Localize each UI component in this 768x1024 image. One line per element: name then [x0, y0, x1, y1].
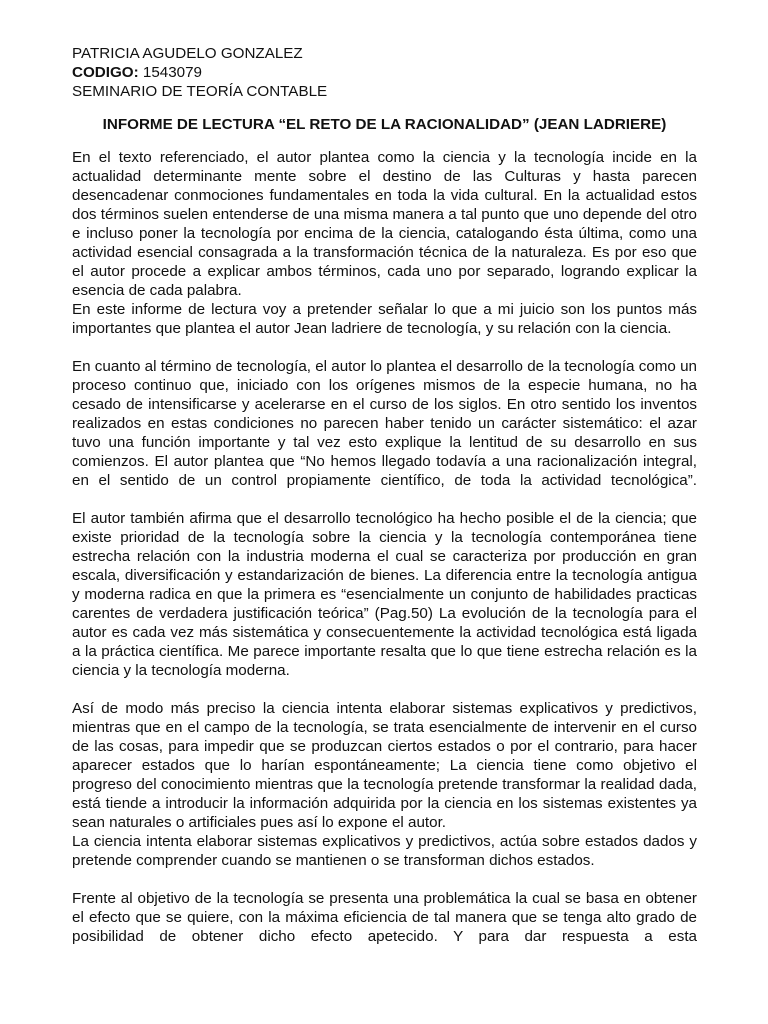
code-value: 1543079 — [138, 64, 203, 81]
paragraph-science: Así de modo más preciso la ciencia intenta elaborar sistemas explicativos y predictivos, mientras que en el campo de la tecnología, se trata esencialmente de intervenir en el curso de las cosas, para impedir que se produzcan ciertos estados o por el contrario, para hacer aparecer estados que lo harían espontáneamente; La ciencia tiene como objetivo el progreso del conocimiento mientras que la tecnología pretende transformar la realidad dada, está tiende a introducir la información adquirida por la ciencia en los sistemas existentes ya sean naturales o artificiales pues así lo expone el autor. — [72, 700, 697, 831]
course-name: SEMINARIO DE TEORÍA CONTABLE — [72, 83, 328, 100]
document-page — [72, 44, 697, 946]
document-title: INFORME DE LECTURA “EL RETO DE LA RACIONALIDAD” (JEAN LADRIERE) — [102, 116, 667, 133]
code-label: CODIGO: — [72, 64, 139, 81]
paragraph-science-summary: La ciencia intenta elaborar sistemas explicativos y predictivos, actúa sobre estados dados y pretende comprender cuando se mantienen o se transforman dichos estados. — [72, 833, 697, 869]
paragraph-development: El autor también afirma que el desarrollo tecnológico ha hecho posible el de la ciencia; que existe prioridad de la tecnología sobre la ciencia y la tecnología contemporánea tiene estrecha relación con la industria moderna el cual se caracteriza por producción en gran escala, diversificación y estandarización de bienes. La diferencia entre la tecnología antigua y moderna radica en que la primera es “esencialmente un conjunto de habilidades practicas carentes de verdadera justificación teórica” (Pag.50) La evolución de la tecnología para el autor es cada vez más sistemática y consecuentemente la actividad tecnológica está ligada a la práctica científica. Me parece importante resalta que lo que tiene estrecha relación es la ciencia y la tecnología moderna. — [72, 510, 697, 679]
author-name: PATRICIA AGUDELO GONZALEZ — [72, 45, 303, 62]
paragraph-technology: En cuanto al término de tecnología, el autor lo plantea el desarrollo de la tecnología como un proceso continuo que, iniciado con los orígenes mismos de la especie humana, no ha cesado de intensificarse y acelerarse en el curso de los siglos. En otro sentido los inventos realizados en estas condiciones no parecen haber tenido un carácter sistemático: el azar tuvo una función importante y tal vez esto explique la lentitud de su desarrollo en sus comienzos. El autor plantea que “No hemos llegado todavía a una racionalización integral, en el sentido de un control propiamente científico, de toda la actividad tecnológica”. — [72, 358, 697, 489]
paragraph-intro: En el texto referenciado, el autor plantea como la ciencia y la tecnología incide en la actualidad determinante mente sobre el destino de las Culturas y hasta parecen desencadenar conmociones fundamentales en toda la vida cultural. En la actualidad estos dos términos suelen entenderse de una misma manera a tal punto que uno depende del otro e incluso poner la tecnología por encima de la ciencia, catalogando ésta última, como una actividad esencial consagrada a la transformación técnica de la naturaleza. Es por eso que el autor procede a explicar ambos términos, cada uno por separado, logrando explicar la esencia de cada palabra. — [72, 149, 697, 299]
paragraph-purpose: En este informe de lectura voy a pretender señalar lo que a mi juicio son los puntos más importantes que plantea el autor Jean ladriere de tecnología, y su relación con la ciencia. — [72, 301, 697, 337]
student-code — [72, 63, 697, 82]
paragraph-problem: Frente al objetivo de la tecnología se presenta una problemática la cual se basa en obtener el efecto que se quiere, con la máxima eficiencia de tal manera que se tenga alto grado de posibilidad de obtener dicho efecto apetecido. Y para dar respuesta a esta — [72, 890, 697, 945]
document-body — [72, 148, 697, 946]
